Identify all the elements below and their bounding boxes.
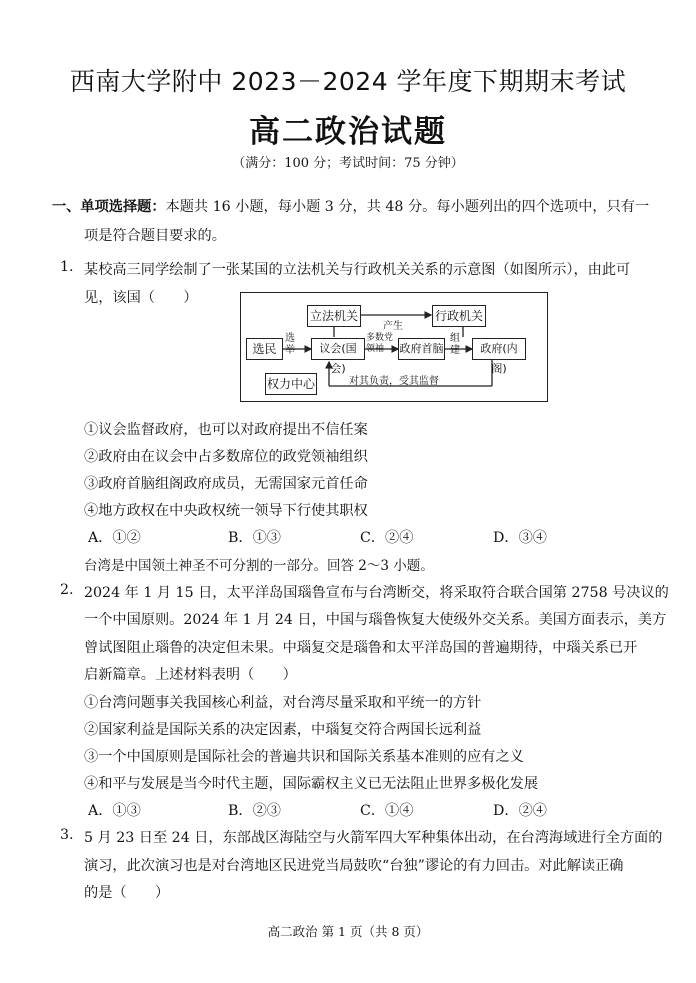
voters-box: 选民	[246, 338, 283, 360]
q2-line3: 曾试图阻止瑙鲁的决定但未果。中瑙复交是瑙鲁和太平洋岛国的普遍期待，中瑙关系已开	[84, 640, 638, 656]
q1-option-3: ③政府首脑组阁政府成员，无需国家元首任命	[84, 476, 368, 492]
cabinet-box: 政府(内阁)	[472, 338, 526, 360]
q3-line3: 的是（ ）	[84, 885, 170, 901]
q2-option-4: ④和平与发展是当今时代主题，国际霸权主义已无法阻止世界多极化发展	[84, 776, 539, 792]
q2-line1: 2024 年 1 月 15 日，太平洋岛国瑙鲁宣布与台湾断交，将采取符合联合国第 2758 号决议的	[84, 585, 669, 601]
pm-box: 政府首脑	[398, 338, 445, 360]
produce-label: 产生	[383, 321, 403, 332]
power-center-box: 权力中心	[265, 373, 317, 395]
q1-choice-c: C．②④	[360, 530, 414, 546]
responsible-label: 对其负责，受其监督	[349, 376, 439, 387]
q1-line1: 某校高三同学绘制了一张某国的立法机关与行政机关关系的示意图（如图所示），由此可	[84, 262, 631, 278]
section1-heading: 一、单项选择题：	[52, 199, 166, 215]
majority-leader-label: 多数党领袖	[366, 333, 394, 354]
q2-choice-c: C．①④	[360, 803, 414, 819]
q2-option-2: ②国家利益是国际关系的决定因素，中瑙复交符合两国长远利益	[84, 722, 482, 738]
q1-option-4: ④地方政权在中央政权统一领导下行使其职权	[84, 503, 368, 519]
q1-option-1: ①议会监督政府，也可以对政府提出不信任案	[84, 422, 368, 438]
q2-number: 2.	[60, 582, 74, 598]
q1-choice-b: B．①③	[228, 530, 281, 546]
q3-number: 3.	[60, 827, 74, 843]
q1-choice-d: D．③④	[493, 530, 547, 546]
form-label: 组建	[450, 333, 460, 356]
legislature-box: 立法机关	[307, 305, 361, 327]
q2-choice-a: A．①③	[88, 803, 141, 819]
q2-choice-d: D．②④	[493, 803, 547, 819]
parliament-box: 议会(国会)	[311, 338, 365, 360]
subject-title: 高二政治试题	[249, 114, 447, 150]
exam-info: （满分：100 分；考试时间：75 分钟）	[232, 156, 464, 171]
section1-line1	[52, 196, 649, 216]
passage-note: 台湾是中国领土神圣不可分割的一部分。回答 2～3 小题。	[84, 558, 434, 574]
q1-number: 1.	[60, 259, 74, 275]
q1-diagram	[240, 292, 548, 402]
q1-choice-a: A．①②	[88, 530, 141, 546]
page-footer: 高二政治 第 1 页（共 8 页）	[267, 924, 429, 939]
executive-box: 行政机关	[432, 305, 486, 327]
q3-line2: 演习，此次演习也是对台湾地区民进党当局鼓吹“台独”谬论的有力回击。对此解读正确	[84, 858, 624, 874]
elect-label: 选举	[285, 333, 295, 356]
q3-line1: 5 月 23 日至 24 日，东部战区海陆空与火箭军四大军种集体出动，在台湾海域进行全方面的	[84, 830, 663, 846]
exam-title: 西南大学附中 2023－2024 学年度下期期末考试	[69, 67, 627, 96]
section1-text-b: 项是符合题目要求的。	[84, 228, 226, 244]
q2-line4: 启新篇章。上述材料表明（ ）	[84, 667, 297, 683]
q1-line2: 见，该国（ ）	[84, 290, 198, 306]
section1-text-a: 本题共 16 小题，每小题 3 分，共 48 分。每小题列出的四个选项中，只有一	[165, 199, 650, 215]
q2-option-1: ①台湾问题事关我国核心利益，对台湾尽量采取和平统一的方针	[84, 695, 482, 711]
q1-option-2: ②政府由在议会中占多数席位的政党领袖组织	[84, 449, 368, 465]
q2-line2: 一个中国原则。2024 年 1 月 24 日，中国与瑙鲁恢复大使级外交关系。美国方面表示，美方	[84, 612, 667, 628]
q2-option-3: ③一个中国原则是国际社会的普遍共识和国际关系基本准则的应有之义	[84, 749, 524, 765]
q2-choice-b: B．②③	[228, 803, 281, 819]
